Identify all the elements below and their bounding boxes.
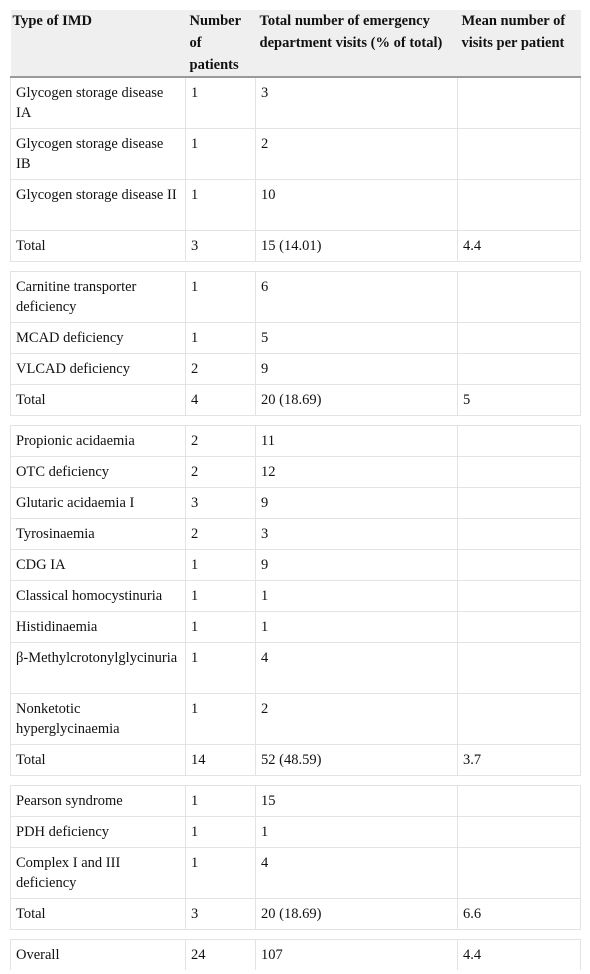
cell-visits: 20 (18.69) (256, 899, 458, 930)
cell-type: Total (11, 231, 186, 262)
cell-visits: 20 (18.69) (256, 385, 458, 416)
cell-mean (458, 272, 581, 323)
cell-patients: 1 (186, 612, 256, 643)
cell-patients: 24 (186, 940, 256, 971)
table-row (11, 129, 581, 180)
cell-type: Complex I and III deficiency (11, 848, 186, 899)
cell-mean (458, 426, 581, 457)
cell-visits: 52 (48.59) (256, 745, 458, 776)
cell-mean (458, 786, 581, 817)
table-row (11, 643, 581, 694)
cell-patients: 3 (186, 488, 256, 519)
cell-mean (458, 77, 581, 129)
cell-visits: 15 (256, 786, 458, 817)
table-row (11, 848, 581, 899)
header-row (11, 10, 581, 77)
table-row (11, 323, 581, 354)
cell-mean (458, 694, 581, 745)
cell-mean (458, 612, 581, 643)
cell-visits: 12 (256, 457, 458, 488)
table-row (11, 457, 581, 488)
cell-type: Glutaric acidaemia I (11, 488, 186, 519)
cell-patients: 14 (186, 745, 256, 776)
overall-row (11, 940, 581, 971)
cell-mean (458, 643, 581, 694)
cell-type: VLCAD deficiency (11, 354, 186, 385)
cell-mean (458, 488, 581, 519)
cell-type: Propionic acidaemia (11, 426, 186, 457)
cell-visits: 6 (256, 272, 458, 323)
cell-mean (458, 519, 581, 550)
total-row (11, 231, 581, 262)
cell-visits: 1 (256, 817, 458, 848)
cell-type: Total (11, 385, 186, 416)
cell-patients: 1 (186, 323, 256, 354)
cell-patients: 2 (186, 354, 256, 385)
cell-type: Overall (11, 940, 186, 971)
cell-patients: 1 (186, 694, 256, 745)
table-row (11, 426, 581, 457)
cell-visits: 1 (256, 612, 458, 643)
cell-visits: 10 (256, 180, 458, 231)
cell-type: OTC deficiency (11, 457, 186, 488)
cell-type: Glycogen storage disease IA (11, 77, 186, 129)
cell-patients: 4 (186, 385, 256, 416)
table-row (11, 272, 581, 323)
cell-patients: 1 (186, 272, 256, 323)
cell-mean: 6.6 (458, 899, 581, 930)
cell-patients: 1 (186, 817, 256, 848)
cell-visits: 2 (256, 694, 458, 745)
table-row (11, 77, 581, 129)
cell-mean: 4.4 (458, 231, 581, 262)
cell-patients: 2 (186, 426, 256, 457)
cell-type: Total (11, 899, 186, 930)
cell-mean (458, 323, 581, 354)
cell-patients: 1 (186, 786, 256, 817)
cell-patients: 1 (186, 180, 256, 231)
cell-mean (458, 129, 581, 180)
cell-visits: 2 (256, 129, 458, 180)
group-spacer (11, 776, 581, 786)
cell-mean (458, 550, 581, 581)
cell-type: Classical homocystinuria (11, 581, 186, 612)
cell-mean: 4.4 (458, 940, 581, 971)
cell-patients: 3 (186, 231, 256, 262)
total-row (11, 899, 581, 930)
cell-visits: 1 (256, 581, 458, 612)
cell-visits: 11 (256, 426, 458, 457)
table-row (11, 817, 581, 848)
cell-mean (458, 848, 581, 899)
cell-patients: 1 (186, 848, 256, 899)
cell-mean: 3.7 (458, 745, 581, 776)
table-row (11, 519, 581, 550)
table-row (11, 488, 581, 519)
imd-visits-table (10, 10, 581, 970)
cell-visits: 107 (256, 940, 458, 971)
cell-mean (458, 817, 581, 848)
cell-type: Tyrosinaemia (11, 519, 186, 550)
table-row (11, 354, 581, 385)
cell-type: Glycogen storage disease IB (11, 129, 186, 180)
cell-type: Pearson syndrome (11, 786, 186, 817)
cell-visits: 9 (256, 354, 458, 385)
cell-patients: 2 (186, 457, 256, 488)
group-spacer (11, 930, 581, 940)
cell-visits: 5 (256, 323, 458, 354)
table-row (11, 612, 581, 643)
cell-type: MCAD deficiency (11, 323, 186, 354)
cell-visits: 4 (256, 643, 458, 694)
cell-visits: 9 (256, 550, 458, 581)
cell-type: Glycogen storage disease II (11, 180, 186, 231)
cell-visits: 3 (256, 77, 458, 129)
cell-patients: 1 (186, 581, 256, 612)
total-row (11, 745, 581, 776)
cell-mean (458, 581, 581, 612)
cell-patients: 1 (186, 643, 256, 694)
header-mean: Mean number of visits per patient (458, 10, 581, 77)
table-row (11, 694, 581, 745)
table-row (11, 180, 581, 231)
cell-mean (458, 180, 581, 231)
cell-patients: 1 (186, 550, 256, 581)
cell-mean (458, 354, 581, 385)
header-visits: Total number of emergency department visits (% of total) (256, 10, 458, 77)
table-row (11, 786, 581, 817)
group-spacer (11, 262, 581, 272)
cell-mean: 5 (458, 385, 581, 416)
total-row (11, 385, 581, 416)
cell-patients: 3 (186, 899, 256, 930)
cell-patients: 2 (186, 519, 256, 550)
table-row (11, 581, 581, 612)
cell-visits: 4 (256, 848, 458, 899)
cell-type: Nonketotic hyperglycinaemia (11, 694, 186, 745)
cell-type: β-Methylcrotonylglycinuria (11, 643, 186, 694)
table-row (11, 550, 581, 581)
cell-mean (458, 457, 581, 488)
group-spacer (11, 416, 581, 426)
cell-visits: 9 (256, 488, 458, 519)
cell-patients: 1 (186, 77, 256, 129)
cell-visits: 15 (14.01) (256, 231, 458, 262)
header-patients: Number of patients (186, 10, 256, 77)
cell-type: Histidinaemia (11, 612, 186, 643)
cell-type: Carnitine transporter deficiency (11, 272, 186, 323)
cell-type: Total (11, 745, 186, 776)
cell-visits: 3 (256, 519, 458, 550)
header-type: Type of IMD (11, 10, 186, 77)
cell-patients: 1 (186, 129, 256, 180)
cell-type: CDG IA (11, 550, 186, 581)
cell-type: PDH deficiency (11, 817, 186, 848)
